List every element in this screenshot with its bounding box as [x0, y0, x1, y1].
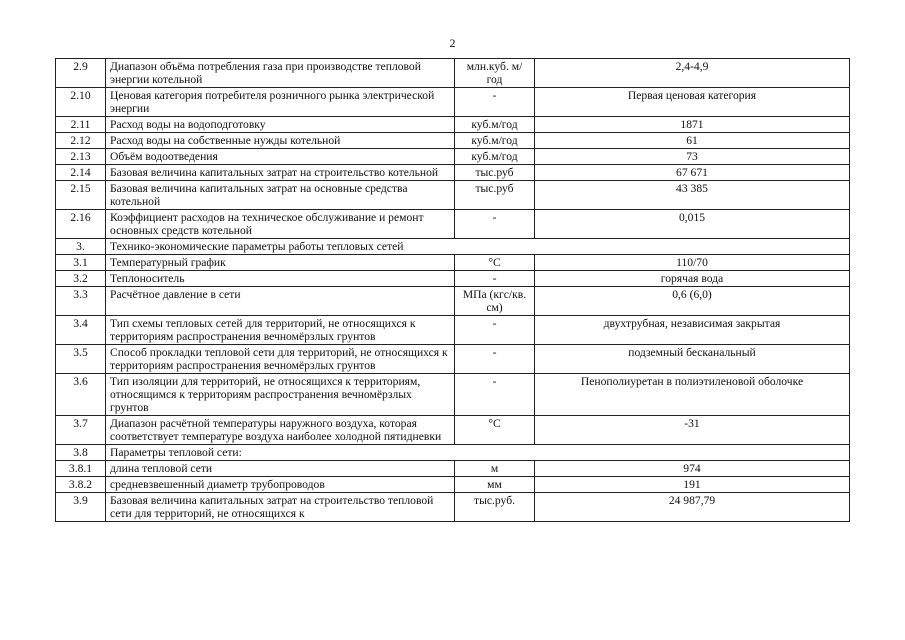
parameter-name: Ценовая категория потребителя розничного рынка электрической энергии: [106, 88, 455, 117]
parameter-name: Теплоноситель: [106, 271, 455, 287]
value-cell: двухтрубная, независимая закрытая: [535, 316, 850, 345]
table-row: [56, 181, 850, 210]
value-cell: Пенополиуретан в полиэтиленовой оболочке: [535, 374, 850, 416]
unit-cell: тыс.руб: [455, 181, 535, 210]
row-number: 2.9: [56, 59, 106, 88]
table-row: [56, 493, 850, 522]
unit-cell: -: [455, 374, 535, 416]
section-title: Технико-экономические параметры работы тепловых сетей: [106, 239, 850, 255]
row-number: 3.6: [56, 374, 106, 416]
parameter-name: Расчётное давление в сети: [106, 287, 455, 316]
table-row: [56, 133, 850, 149]
unit-cell: -: [455, 345, 535, 374]
unit-cell: -: [455, 88, 535, 117]
value-cell: -31: [535, 416, 850, 445]
parameters-table-body: [56, 59, 850, 522]
row-number: 2.16: [56, 210, 106, 239]
parameter-name: Тип схемы тепловых сетей для территорий, не относящихся к территориям распространения вечномёрзлых грунтов: [106, 316, 455, 345]
table-row: [56, 210, 850, 239]
value-cell: 110/70: [535, 255, 850, 271]
parameter-name: Расход воды на собственные нужды котельной: [106, 133, 455, 149]
table-row: [56, 445, 850, 461]
unit-cell: м: [455, 461, 535, 477]
value-cell: 24 987,79: [535, 493, 850, 522]
table-row: [56, 88, 850, 117]
page-number: 2: [449, 36, 456, 50]
value-cell: 974: [535, 461, 850, 477]
row-number: 2.15: [56, 181, 106, 210]
value-cell: 1871: [535, 117, 850, 133]
unit-cell: млн.куб. м/год: [455, 59, 535, 88]
value-cell: Первая ценовая категория: [535, 88, 850, 117]
parameters-table: [55, 58, 850, 522]
unit-cell: МПа (кгс/кв. см): [455, 287, 535, 316]
parameter-name: Коэффициент расходов на техническое обслуживание и ремонт основных средств котельной: [106, 210, 455, 239]
unit-cell: куб.м/год: [455, 149, 535, 165]
parameter-name: Расход воды на водоподготовку: [106, 117, 455, 133]
row-number: 3.9: [56, 493, 106, 522]
unit-cell: мм: [455, 477, 535, 493]
value-cell: подземный бесканальный: [535, 345, 850, 374]
unit-cell: °С: [455, 416, 535, 445]
table-row: [56, 316, 850, 345]
parameter-name: Базовая величина капитальных затрат на основные средства котельной: [106, 181, 455, 210]
row-number: 3.: [56, 239, 106, 255]
row-number: 2.10: [56, 88, 106, 117]
table-row: [56, 287, 850, 316]
value-cell: 43 385: [535, 181, 850, 210]
table-row: [56, 416, 850, 445]
unit-cell: тыс.руб: [455, 165, 535, 181]
table-row: [56, 239, 850, 255]
row-number: 2.11: [56, 117, 106, 133]
row-number: 3.3: [56, 287, 106, 316]
value-cell: 0,6 (6,0): [535, 287, 850, 316]
table-row: [56, 345, 850, 374]
table-row: [56, 165, 850, 181]
unit-cell: тыс.руб.: [455, 493, 535, 522]
unit-cell: куб.м/год: [455, 133, 535, 149]
unit-cell: -: [455, 316, 535, 345]
parameter-name: Способ прокладки тепловой сети для территорий, не относящихся к территориям распространения вечномёрзлых грунтов: [106, 345, 455, 374]
value-cell: горячая вода: [535, 271, 850, 287]
table-row: [56, 477, 850, 493]
parameter-name: Тип изоляции для территорий, не относящихся к территориям, относящимся к территориям распространения вечномёрзлых грунтов: [106, 374, 455, 416]
unit-cell: куб.м/год: [455, 117, 535, 133]
row-number: 3.5: [56, 345, 106, 374]
parameter-name: Объём водоотведения: [106, 149, 455, 165]
row-number: 3.4: [56, 316, 106, 345]
value-cell: 67 671: [535, 165, 850, 181]
section-title: Параметры тепловой сети:: [106, 445, 850, 461]
parameter-name: Диапазон объёма потребления газа при производстве тепловой энергии котельной: [106, 59, 455, 88]
row-number: 2.14: [56, 165, 106, 181]
value-cell: 2,4-4,9: [535, 59, 850, 88]
parameter-name: Температурный график: [106, 255, 455, 271]
value-cell: 73: [535, 149, 850, 165]
parameter-name: длина тепловой сети: [106, 461, 455, 477]
table-row: [56, 149, 850, 165]
unit-cell: °С: [455, 255, 535, 271]
parameter-name: Диапазон расчётной температуры наружного воздуха, которая соответствует температуре воздуха наиболее холодной пятидневки: [106, 416, 455, 445]
parameter-name: Базовая величина капитальных затрат на строительство котельной: [106, 165, 455, 181]
table-row: [56, 374, 850, 416]
row-number: 3.8.1: [56, 461, 106, 477]
parameter-name: средневзвешенный диаметр трубопроводов: [106, 477, 455, 493]
row-number: 3.2: [56, 271, 106, 287]
value-cell: 191: [535, 477, 850, 493]
table-row: [56, 271, 850, 287]
table-row: [56, 255, 850, 271]
unit-cell: -: [455, 210, 535, 239]
row-number: 3.8.2: [56, 477, 106, 493]
table-row: [56, 461, 850, 477]
row-number: 3.8: [56, 445, 106, 461]
row-number: 3.1: [56, 255, 106, 271]
row-number: 2.13: [56, 149, 106, 165]
table-row: [56, 117, 850, 133]
table-row: [56, 59, 850, 88]
value-cell: 61: [535, 133, 850, 149]
parameter-name: Базовая величина капитальных затрат на строительство тепловой сети для территорий, не относящихся к: [106, 493, 455, 522]
value-cell: 0,015: [535, 210, 850, 239]
unit-cell: -: [455, 271, 535, 287]
row-number: 2.12: [56, 133, 106, 149]
row-number: 3.7: [56, 416, 106, 445]
